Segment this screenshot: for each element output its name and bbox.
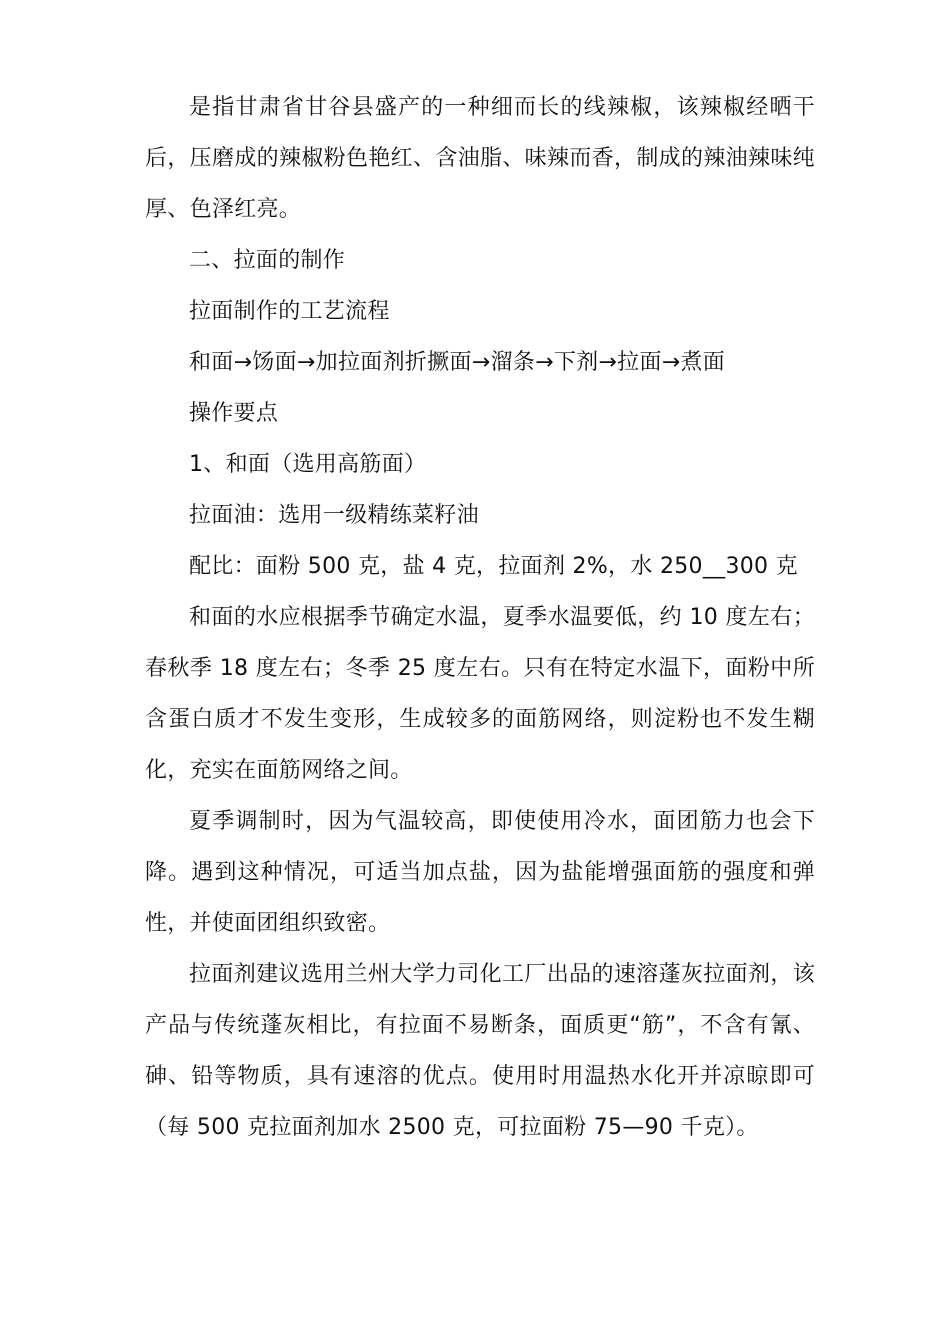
paragraph-chili-description: 是指甘肃省甘谷县盛产的一种细而长的线辣椒，该辣椒经晒干后，压磨成的辣椒粉色艳红、含油脂、味辣而香，制成的辣油辣味纯厚、色泽红亮。 [145,95,815,222]
section-heading-noodle-making: 二、拉面的制作 [189,248,346,273]
subheading-key-points: 操作要点 [189,401,279,426]
paragraph-water-temperature: 和面的水应根据季节确定水温，夏季水温要低，约 10 度左右；春秋季 18 度左右；冬季 25 度左右。只有在特定水温下，面粉中所含蛋白质才不发生变形，生成较多的面筋网络，则淀粉也不发生糊化，充实在面筋网络之间。 [145,605,815,783]
paragraph-noodle-agent: 拉面剂建议选用兰州大学力司化工厂出品的速溶蓬灰拉面剂，该产品与传统蓬灰相比，有拉面不易断条，面质更“筋”，不含有氰、砷、铅等物质，具有速溶的优点。使用时用温热水化开并凉晾即可（每 500 克拉面剂加水 2500 克，可拉面粉 75—90 千克）。 [145,962,815,1140]
ratio-note: 配比：面粉 500 克，盐 4 克，拉面剂 2%，水 250__300 克 [189,554,798,579]
document-page [145,82,815,1153]
process-flow-steps: 和面→饧面→加拉面剂折撅面→溜条→下剂→拉面→煮面 [189,350,726,375]
subheading-process-flow: 拉面制作的工艺流程 [189,299,390,324]
paragraph-summer-mixing: 夏季调制时，因为气温较高，即使使用冷水，面团筋力也会下降。遇到这种情况，可适当加点盐，因为盐能增强面筋的强度和弹性，并使面团组织致密。 [145,809,815,936]
step-1-mixing-dough: 1、和面（选用高筋面） [189,452,427,477]
noodle-oil-note: 拉面油：选用一级精练菜籽油 [189,503,479,528]
